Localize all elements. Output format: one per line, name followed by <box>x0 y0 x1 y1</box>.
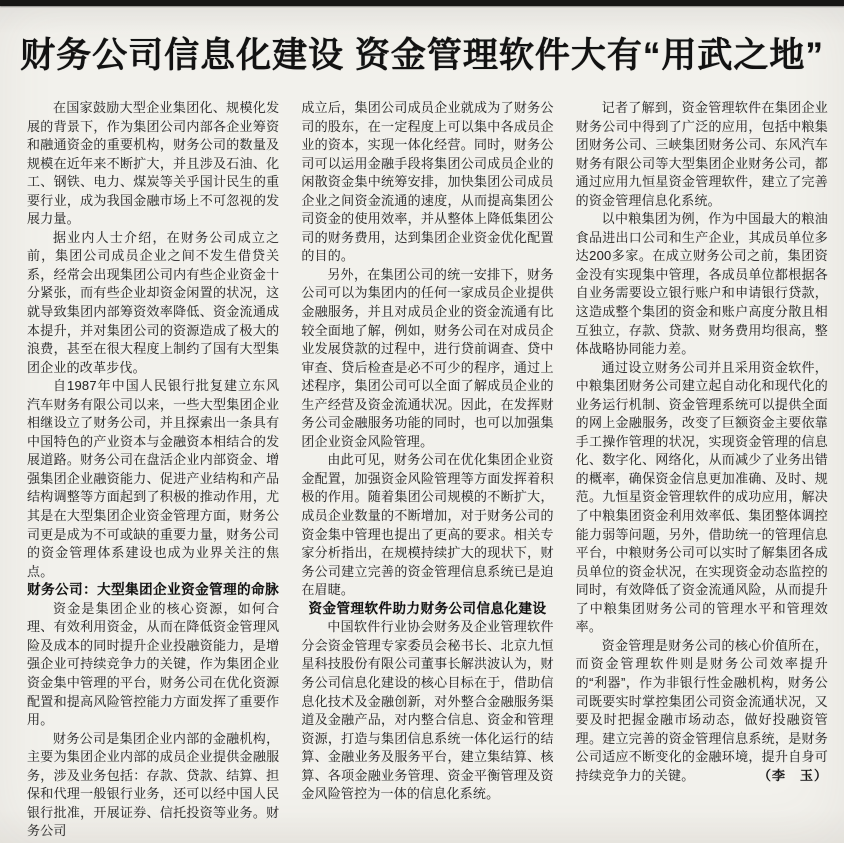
paragraph: 由此可见，财务公司在优化集团企业资金配置，加强资金风险管理等方面发挥着积极的作用。随着集团公司规模的不断扩大，成员企业数量的不断增加，对于财务公司的资金集中管理也提出了更高的要求。相关专家分析指出，在规模持续扩大的现状下，财务公司建立完善的资金管理信息系统已是迫在眉睫。 <box>301 452 554 598</box>
article-column-3 <box>576 99 828 785</box>
article-body <box>0 76 844 841</box>
paragraph: 另外，在集团公司的统一安排下，财务公司可以为集团内的任何一家成员企业提供金融服务，并且对成员企业的资金流通有比较全面地了解，例如，财务公司在对成员企业发展贷款的过程中，进行贷前调查、贷中审查、贷后检查是必不可少的程序，通过上述程序，集团公司可以全面了解成员企业的生产经营及资金流通状况。因此，在发挥财务公司金融服务功能的同时，也可以加强集团企业资金风险管理。 <box>301 266 554 449</box>
author-byline: （李 玉） <box>757 767 828 783</box>
paragraph-continued: 成立后，集团公司成员企业就成为了财务公司的股东，在一定程度上可以集中各成员企业的资本，实现一体化经营。同时，财务公司可以运用金融手段将集团公司成员企业的闲散资金集中统筹安排，加快集团公司成员企业之间资金流通的速度，从而提高集团公司资金的使用效率，并从整体上降低集团公司的财务费用，达到集团企业资金优化配置的目的。 <box>301 100 554 264</box>
paragraph: 资金是集团企业的核心资源，如何合理、有效利用资金，从而在降低资金管理风险及成本的同时提升企业投融资能力，是增强企业可持续竞争力的关键，作为集团企业资金集中管理的平台，财务公司在优化资源配置和提高风险管控能力方面发挥了重要作用。 <box>27 600 280 728</box>
paragraph: 财务公司是集团企业内部的金融机构，主要为集团企业内部的成员企业提供金融服务，涉及业务包括：存款、贷款、结算、担保和代理一般银行业务，还可以经中国人民银行批准，开展证券、信托投资等业务。财务公司 <box>27 730 280 839</box>
paragraph: 中国软件行业协会财务及企业管理软件分会资金管理专家委员会秘书长、北京九恒星科技股份有限公司董事长解洪波认为，财务公司信息化建设的核心目标在于，借助信息化技术及金融创新，对外整合金融服务渠道及金融产品，对内整合信息、资金和管理资源，打造与集团信息系统一体化运行的结算、金融业务及服务平台，建立集结算、核算、各项金融业务管理、资金平衡管理及资金风险管控为一体的信息化系统。 <box>301 619 554 802</box>
article-column-2 <box>301 99 553 804</box>
paragraph-text: 资金管理是财务公司的核心价值所在，而资金管理软件则是财务公司效率提升的“利器”，作为非银行性金融机构，财务公司既要实时掌控集团公司资金流通状况，又要及时把握金融市场动态，做好投融资管理。建立完善的资金管理信息系统，是财务公司适应不断变化的金融环境，提升自身可持续竞争力的关键。 <box>575 637 828 783</box>
paragraph: 通过设立财务公司并且采用资金软件，中粮集团财务公司建立起自动化和现代化的业务运行机制、资金管理系统可以提供全面的网上金融服务，改变了巨额资金主要依靠手工操作管理的状况，实现资金管理的信息化、数字化、网络化，从而减少了业务出错的概率，确保资金信息更加准确、及时、规范。九恒星资金管理软件的成功应用，解决了中粮集团资金利用效率低、集团整体调控能力弱等问题，另外，借助统一的管理信息平台，中粮财务公司可以实时了解集团各成员单位的资金状况，在实现资金动态监控的同时，有效降低了资金流通风险，从而提升了中粮集团财务公司的管理水平和管理效率。 <box>575 359 828 635</box>
page-title: 财务公司信息化建设 资金管理软件大有“用武之地” <box>20 36 824 75</box>
top-rule-divider <box>0 0 844 6</box>
paragraph: 以中粮集团为例，作为中国最大的粮油食品进出口公司和生产企业，其成员单位多达200多家。在成立财务公司之前，集团资金没有实现集中管理，各成员单位都根据各自业务需要设立银行账户和申请银行贷款，这造成整个集团的资金和账户高度分散且相互独立，存款、贷款、财务费用均很高，整体战略协同能力差。 <box>575 211 828 357</box>
subhead-finance-company-lifeline: 财务公司：大型集团企业资金管理的命脉 <box>27 582 280 598</box>
paragraph: 在国家鼓励大型企业集团化、规模化发展的背景下，作为集团公司内部各企业筹资和融通资金的重要机构，财务公司的数量及规模在近年来不断扩大，并且涉及石油、化工、钢铁、电力、煤炭等关乎国计民生的重要行业，成为我国金融市场上不可忽视的发展力量。 <box>27 100 280 227</box>
article-column-1 <box>27 99 279 841</box>
subhead-software-informatization: 资金管理软件助力财务公司信息化建设 <box>308 600 547 616</box>
paragraph: 据业内人士介绍，在财务公司成立之前，集团公司成员企业之间不发生借贷关系，经常会出现集团公司内有些企业资金十分紧张，而有些企业却资金闲置的状况，这就导致集团内部筹资效率降低、资金流通成本提升，并对集团公司的资源造成了极大的浪费，甚至在很大程度上制约了国有大型集团企业的改革步伐。 <box>27 229 280 375</box>
closing-paragraph <box>576 637 828 785</box>
paragraph: 记者了解到，资金管理软件在集团企业财务公司中得到了广泛的应用，包括中粮集团财务公司、三峡集团财务公司、东风汽车财务有限公司等大型集团企业财务公司，都通过应用九恒星资金管理软件，建立了完善的资金管理信息化系统。 <box>575 100 828 208</box>
paragraph: 自1987年中国人民银行批复建立东风汽车财务有限公司以来，一些大型集团企业相继设立了财务公司，并且探索出一条具有中国特色的产业资本与金融资本相结合的发展道路。财务公司在盘活企业内部资金、增强集团企业融资能力、促进产业结构和产品结构调整等方面起到了积极的推动作用，尤其是在大型集团企业资金管理方面，财务公司更是成为不可或缺的重要力量，财务公司的资金管理体系建设也成为业界关注的焦点。 <box>27 378 280 579</box>
